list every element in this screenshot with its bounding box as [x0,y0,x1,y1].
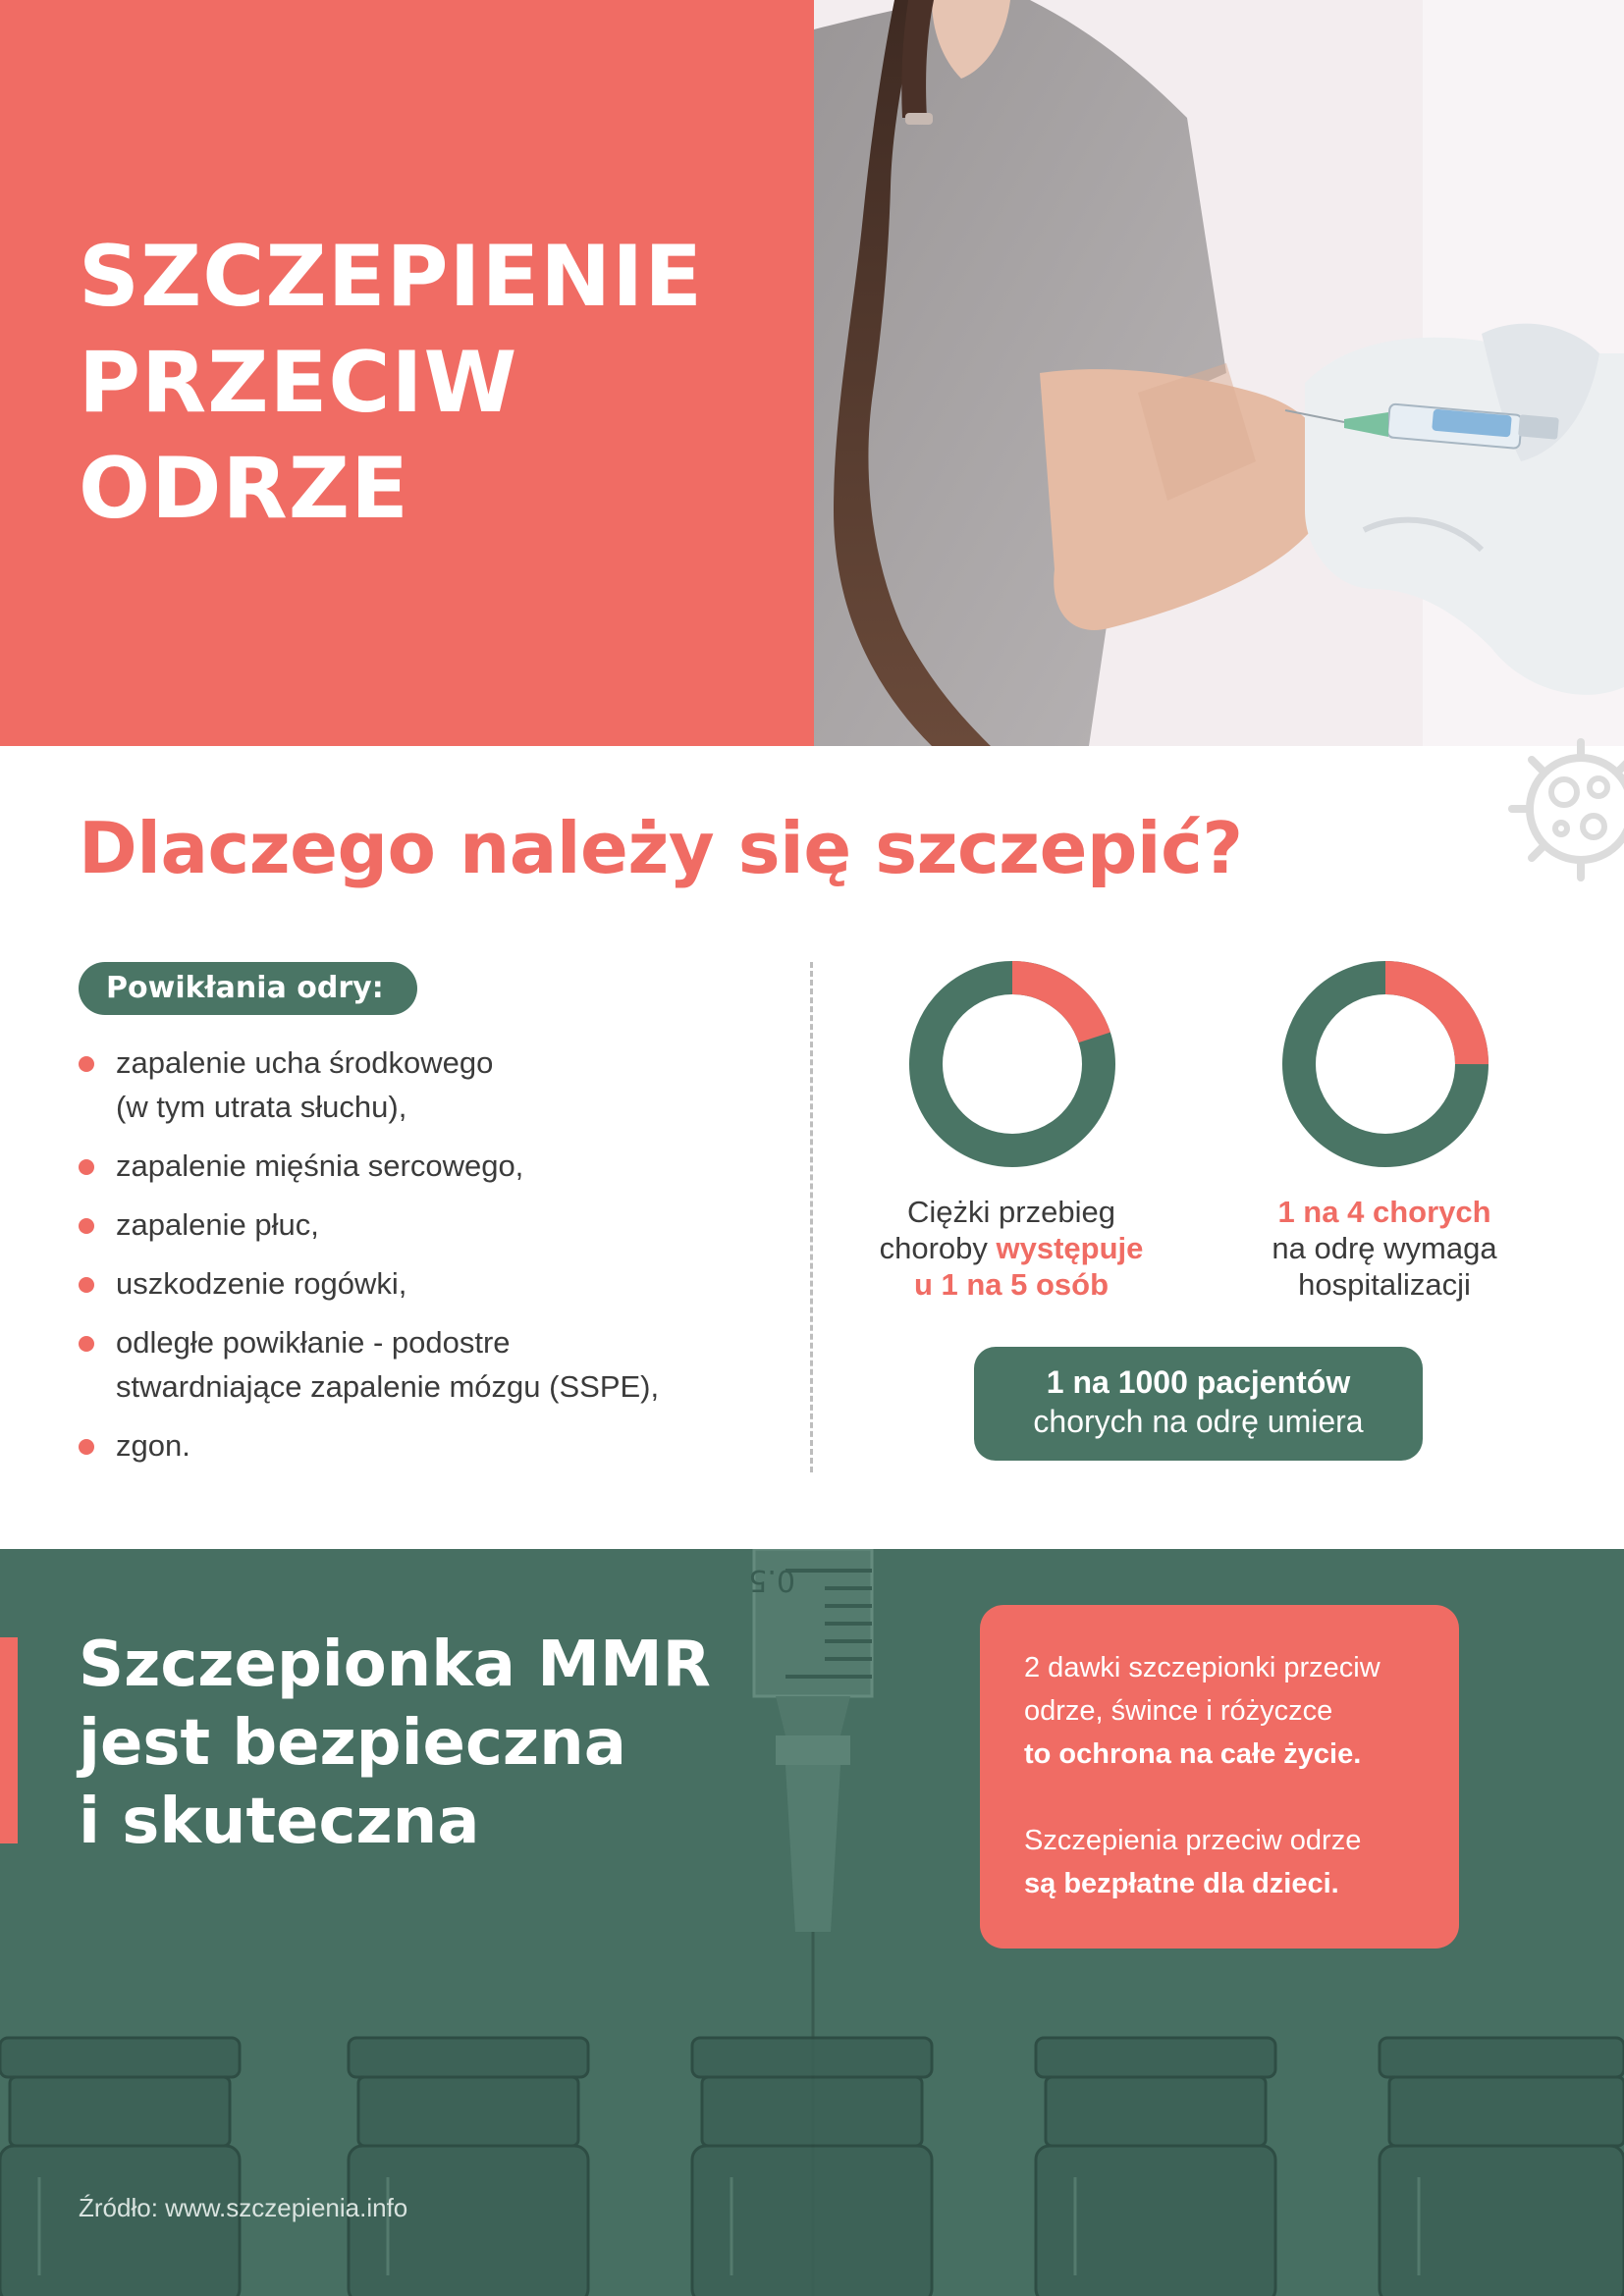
bullet-icon [79,1056,94,1072]
caption-line: hospitalizacji [1298,1267,1471,1302]
bullet-icon [79,1277,94,1293]
list-item [79,1202,805,1247]
dashed-divider [810,962,813,1472]
info-text-bold: to ochrona na całe życie. [1024,1738,1362,1770]
section-heading-why-vaccinate: Dlaczego należy się szczepić? [79,807,1243,889]
caption-highlight: 1 na 4 chorych [1277,1195,1491,1229]
mmr-section [0,1549,1624,2296]
list-item [79,1320,805,1409]
complication-text: zapalenie płuc, [116,1207,319,1242]
bullet-icon [79,1218,94,1234]
caption-text: choroby [879,1231,997,1265]
list-item [79,1423,805,1468]
mmr-info-box [980,1605,1459,1949]
list-item [79,1261,805,1306]
info-text-bold: są bezpłatne dla dzieci. [1024,1868,1339,1899]
child-vaccination-illustration [814,0,1624,746]
mmr-heading: Szczepionka MMR jest bezpieczna i skuteczna [79,1629,711,1858]
caption-line [844,1230,1178,1266]
hero-title: SZCZEPIENIE PRZECIW ODRZE [79,228,704,538]
complications-label: Powikłania odry: [79,962,417,1015]
hospitalization-donut-chart [1281,960,1489,1168]
severe-course-donut-chart [908,960,1116,1168]
hero-photo-vaccination [814,0,1624,746]
caption-line: Ciężki przebieg [907,1195,1115,1229]
bullet-icon [79,1439,94,1455]
complication-text: zapalenie ucha środkowego (w tym utrata słuchu), [116,1045,494,1124]
syringe-scale-label: 0.5 [748,1563,795,1597]
info-paragraph-free [1024,1819,1430,1905]
list-item [79,1144,805,1188]
caption-highlight: u 1 na 5 osób [913,1267,1110,1302]
info-paragraph-protection [1024,1646,1430,1776]
virus-icon [1483,738,1624,885]
bullet-icon [79,1159,94,1175]
mortality-stat-box [974,1347,1423,1461]
caption-highlight: występuje [996,1231,1144,1265]
complication-text: odległe powikłanie - podostre stwardniające zapalenie mózgu (SSPE), [116,1325,660,1404]
accent-bar [0,1637,18,1843]
severe-course-caption [844,1194,1178,1303]
mortality-stat-bold: 1 na 1000 pacjentów [1046,1364,1351,1400]
info-text: 2 dawki szczepionki przeciw odrze, śwince i różyczce [1024,1652,1380,1727]
source-note: Źródło: www.szczepienia.info [79,2193,408,2222]
caption-line: na odrę wymaga [1272,1231,1497,1265]
hero-section [0,0,1624,746]
complications-list [79,1041,805,1482]
complication-text: uszkodzenie rogówki, [116,1266,407,1301]
mortality-stat-text: chorych na odrę umiera [1033,1404,1364,1439]
complication-text: zapalenie mięśnia sercowego, [116,1148,524,1183]
list-item [79,1041,805,1129]
hero-title-panel [0,0,814,746]
info-text: Szczepienia przeciw odrze [1024,1825,1362,1856]
bullet-icon [79,1336,94,1352]
complication-text: zgon. [116,1428,190,1463]
hospitalization-caption [1218,1194,1551,1303]
